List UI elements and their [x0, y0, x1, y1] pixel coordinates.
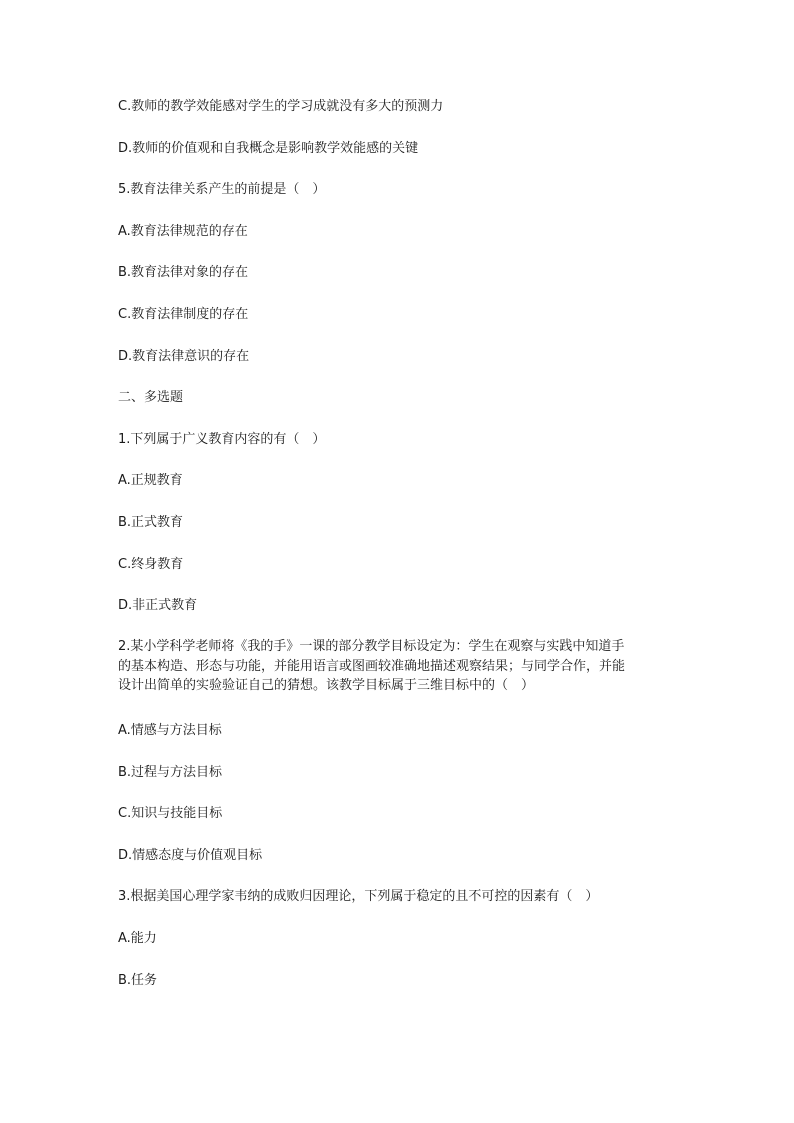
question-5-option-d: D.教育法律意识的存在 — [118, 349, 250, 364]
mc-question-1-option-d: D.非正式教育 — [118, 598, 198, 613]
question-5: 5.教育法律关系产生的前提是（ ） — [118, 182, 326, 197]
question-5-option-b: B.教育法律对象的存在 — [118, 265, 249, 280]
question-5-option-a: A.教育法律规范的存在 — [118, 224, 248, 239]
mc-question-2-line-2: 的基本构造、形态与功能，并能用语言或图画较准确地描述观察结果；与同学合作，并能 — [118, 658, 626, 674]
question-5-option-c: C.教育法律制度的存在 — [118, 307, 249, 322]
mc-question-2-line-3: 设计出简单的实验验证自己的猜想。该教学目标属于三维目标中的（ ） — [118, 678, 535, 693]
mc-question-1-option-b: B.正式教育 — [118, 515, 184, 530]
mc-question-2-line-1: 2.某小学科学老师将《我的手》一课的部分教学目标设定为：学生在观察与实践中知道手 — [118, 639, 625, 654]
mc-question-3-option-a: A.能力 — [118, 931, 157, 946]
mc-question-1: 1.下列属于广义教育内容的有（ ） — [118, 432, 326, 447]
mc-question-3-option-b: B.任务 — [118, 973, 158, 988]
mc-question-1-option-a: A.正规教育 — [118, 473, 183, 488]
option-c-teaching-efficacy: C.教师的教学效能感对学生的学习成就没有多大的预测力 — [118, 99, 444, 114]
mc-question-1-option-c: C.终身教育 — [118, 557, 184, 572]
option-d-teaching-efficacy: D.教师的价值观和自我概念是影响教学效能感的关键 — [118, 141, 419, 156]
mc-question-3: 3.根据美国心理学家韦纳的成败归因理论，下列属于稳定的且不可控的因素有（ ） — [118, 889, 599, 904]
mc-question-2-option-a: A.情感与方法目标 — [118, 723, 222, 738]
mc-question-2-option-c: C.知识与技能目标 — [118, 806, 223, 821]
mc-question-2-option-d: D.情感态度与价值观目标 — [118, 848, 263, 863]
mc-question-2 — [118, 637, 678, 696]
mc-question-2-option-b: B.过程与方法目标 — [118, 765, 223, 780]
section-heading-multiple-choice: 二、多选题 — [118, 390, 184, 405]
